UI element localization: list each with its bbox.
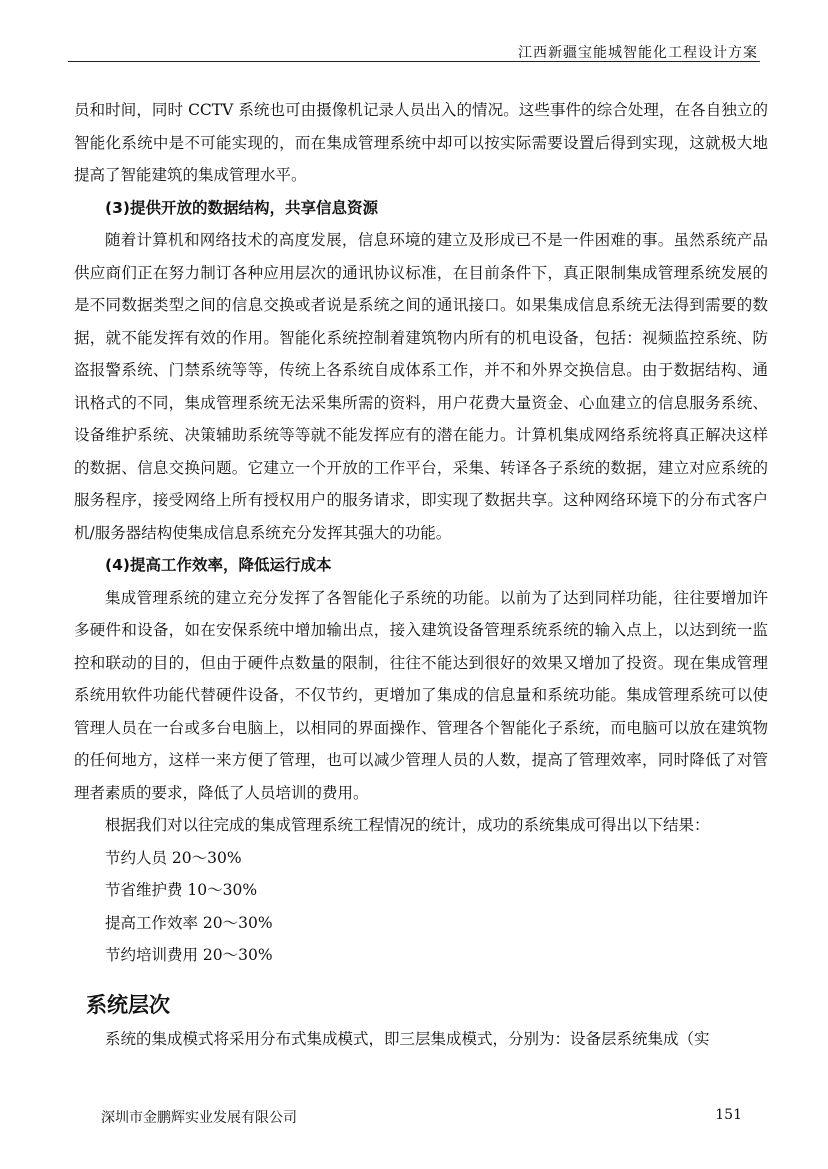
paragraph-system-levels: 系统的集成模式将采用分布式集成模式，即三层集成模式，分别为：设备层系统集成（实: [105, 1029, 710, 1048]
header-divider: [68, 61, 760, 62]
results-list: [74, 842, 768, 972]
paragraph-statistics: 根据我们对以往完成的集成管理系统工程情况的统计，成功的系统集成可得出以下结果：: [105, 816, 710, 834]
list-item: 节省维护费 10～30%: [105, 881, 258, 899]
subheading-open-data-structure: (3)提供开放的数据结构，共享信息资源: [105, 198, 378, 217]
page-number: 151: [715, 1107, 742, 1123]
list-item: 节约培训费用 20～30%: [105, 946, 273, 964]
paragraph-continuation: 员和时间，同时 CCTV 系统也可由摄像机记录人员出入的情况。这些事件的综合处理，在各自独立的智能化系统中是不可能实现的，而在集成管理系统中却可以按实际需要设置后得到实现，这就极大地提高了智能建筑的集成管理水平。: [74, 101, 768, 184]
list-item: 提高工作效率 20～30%: [105, 913, 273, 932]
page-body: [74, 94, 768, 1055]
paragraph-efficiency: 集成管理系统的建立充分发挥了各智能化子系统的功能。以前为了达到同样功能，往往要增加许多硬件和设备，如在安保系统中增加输出点，接入建筑设备管理系统系统的输入点上，以达到统一监控和联动的目的，但由于硬件点数量的限制，往往不能达到很好的效果又增加了投资。现在集成管理系统用软件功能代替硬件设备，不仅节约，更增加了集成的信息量和系统功能。集成管理系统可以使管理人员在一台或多台电脑上，以相同的界面操作、管理各个智能化子系统，而电脑可以放在建筑物的任何地方，这样一来方便了管理，也可以减少管理人员的人数，提高了管理效率，同时降低了对管理者素质的要求，降低了人员培训的费用。: [74, 588, 768, 802]
section-title: 系统层次: [86, 992, 170, 1017]
subheading-improve-efficiency: (4)提高工作效率，降低运行成本: [105, 556, 332, 574]
list-item: 节约人员 20～30%: [105, 848, 242, 867]
document-title: 江西新疆宝能城智能化工程设计方案: [518, 45, 758, 61]
paragraph-open-data: 随着计算机和网络技术的高度发展，信息环境的建立及形成已不是一件困难的事。虽然系统产品供应商们正在努力制订各种应用层次的通讯协议标准，在目前条件下，真正限制集成管理系统发展的是不同数据类型之间的信息交换或者说是系统之间的通讯接口。如果集成信息系统无法得到需要的数据，就不能发挥有效的作用。智能化系统控制着建筑物内所有的机电设备，包括：视频监控系统、防盗报警系统、门禁系统等等，传统上各系统自成体系工作，并不和外界交换信息。由于数据结构、通讯格式的不同，集成管理系统无法采集所需的资料，用户花费大量资金、心血建立的信息服务系统、设备维护系统、决策辅助系统等等就不能发挥应有的潜在能力。计算机集成网络系统将真正解决这样的数据、信息交换问题。它建立一个开放的工作平台，采集、转译各子系统的数据，建立对应系统的服务程序，接受网络上所有授权用户的服务请求，即实现了数据共享。这种网络环境下的分布式客户机/服务器结构使集成信息系统充分发挥其强大的功能。: [74, 231, 768, 542]
footer-company: 深圳市金鹏辉实业发展有限公司: [101, 1110, 297, 1126]
